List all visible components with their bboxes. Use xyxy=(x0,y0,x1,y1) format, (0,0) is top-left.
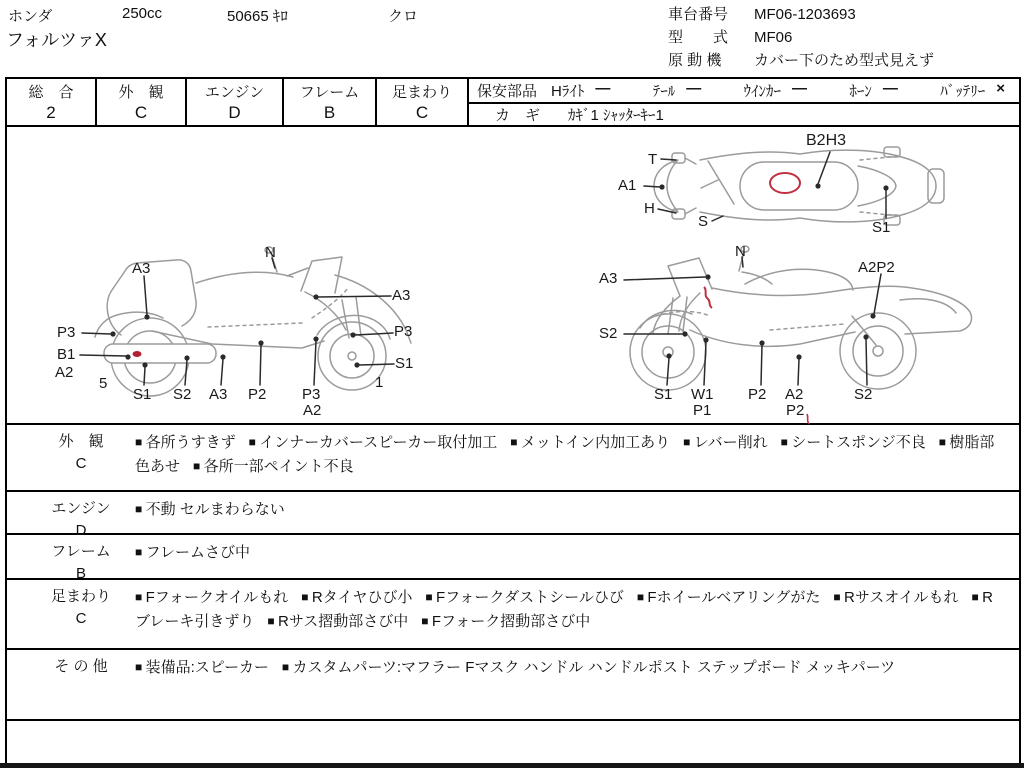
diagram-label-b1: B1 xyxy=(57,346,76,363)
diagram-label-a1: A1 xyxy=(618,177,637,194)
defect-list xyxy=(135,656,1009,719)
diagram-label-s2-bottom: S2 xyxy=(173,386,192,403)
section-label: 足まわり xyxy=(50,588,111,605)
defect-item: ■ Rサスオイルもれ xyxy=(833,589,958,606)
defect-item: ■ 各所一部ペイント不良 xyxy=(193,458,354,475)
section-label: そ の 他 xyxy=(54,658,108,675)
diagram-label-1: 1 xyxy=(375,374,384,391)
section-grade: B xyxy=(75,565,86,582)
diagram-label-n-right: N xyxy=(735,243,746,260)
section-label: エンジン xyxy=(51,500,111,517)
safety-parts-items xyxy=(551,80,1005,101)
condition-row-other xyxy=(7,650,1019,721)
defect-item: ■ Rタイヤひび小 xyxy=(301,589,412,606)
section-grade: D xyxy=(75,522,87,539)
safety-item-battery: ﾊﾞｯﾃﾘｰ × xyxy=(940,80,1005,100)
mileage: 50665 ｷﾛ xyxy=(227,8,288,25)
defect-item: ■ メットイン内加工あり xyxy=(510,434,670,451)
defect-item: ■ レバー削れ xyxy=(683,434,768,451)
defect-item: ■ Rサス摺動部さび中 xyxy=(267,613,408,630)
defect-item: ■ インナーカバースピーカー取付加工 xyxy=(249,434,498,451)
chassis-number-line xyxy=(668,3,934,26)
rating-label: 総 合 xyxy=(28,83,74,101)
diagram-label-h: H xyxy=(644,200,655,217)
diagram-label-s: S xyxy=(698,213,709,230)
safety-parts-row xyxy=(469,79,1019,104)
engine-type-line xyxy=(668,49,934,72)
defect-item: ■ カスタムパーツ:マフラー Fマスク ハンドル ハンドルポスト ステップボード メッキパーツ xyxy=(282,659,895,676)
diagram-label-s1-bottom: S1 xyxy=(133,386,152,403)
rating-engine xyxy=(187,79,284,125)
defect-item: ■ フレームさび中 xyxy=(135,544,250,561)
defect-list xyxy=(135,431,1009,490)
body-color: クロ xyxy=(388,8,419,25)
defect-item: ■ 各所うすきず xyxy=(135,434,236,451)
section-grade: C xyxy=(75,610,87,627)
rating-grade: B xyxy=(323,102,336,122)
rating-grade: D xyxy=(228,102,241,122)
defect-list xyxy=(135,586,1009,648)
section-label: フレーム xyxy=(51,543,111,560)
safety-item-winker: ｳｲﾝｶｰ — xyxy=(743,80,808,100)
maker-name: ホンダ xyxy=(8,8,53,25)
defect-item: ■ Fホイールベアリングがた xyxy=(637,589,821,606)
diagram-label-s1-right: S1 xyxy=(395,355,414,372)
rating-overall xyxy=(7,79,97,125)
type-label: 型 式 xyxy=(668,29,729,46)
diagram-label-p3-bottom: P3 xyxy=(302,386,321,403)
type-line xyxy=(668,26,934,49)
rating-undercarriage xyxy=(377,79,469,125)
diagram-label-b2h3: B2H3 xyxy=(806,132,847,149)
defect-item: ■ 装備品:スピーカー xyxy=(135,659,269,676)
defect-item: ■ Rブレーキ引きずり xyxy=(135,589,993,630)
condition-row-frame xyxy=(7,535,1019,580)
rating-label: フレーム xyxy=(299,83,360,101)
diagram-label-s1-top: S1 xyxy=(872,219,891,236)
model-name: フォルツァX xyxy=(6,30,107,50)
diagram-label-a2-body: A2 xyxy=(785,386,804,403)
engine-type-value: カバー下のため型式見えず xyxy=(754,52,935,69)
defect-item: ■ 樹脂部色あせ xyxy=(135,434,994,475)
diagram-label-s1-wheel: S1 xyxy=(654,386,673,403)
diagram-label-a3-rear: A3 xyxy=(132,260,151,277)
defect-item: ■ Fフォークダストシールひび xyxy=(425,589,623,606)
key-value: ｶｷﾞ1 ｼｬｯﾀｰｷｰ1 xyxy=(568,107,664,124)
diagram-label-p2-floor: P2 xyxy=(748,386,767,403)
diagram-label-s2-fork: S2 xyxy=(599,325,618,342)
rating-exterior xyxy=(97,79,187,125)
diagram-label-a2-left: A2 xyxy=(55,364,74,381)
diagram-label-a2p2: A2P2 xyxy=(858,259,895,276)
diagram-label-a2-bottom: A2 xyxy=(303,402,322,419)
defect-item: ■ Fフォーク摺動部さび中 xyxy=(421,613,590,630)
chassis-number-label: 車台番号 xyxy=(668,6,729,23)
section-grade: C xyxy=(75,455,87,472)
section-label: 外 観 xyxy=(58,433,104,450)
defect-item: ■ シートスポンジ不良 xyxy=(781,434,926,451)
diagram-label-p3-left: P3 xyxy=(57,324,76,341)
scan-edge-strip xyxy=(0,763,1024,768)
diagram-label-a3-floor: A3 xyxy=(209,386,228,403)
rating-grade: C xyxy=(134,102,148,122)
vehicle-diagram-area xyxy=(7,127,1019,425)
safety-item-headlight: Hﾗｲﾄ — xyxy=(551,80,611,100)
vehicle-id-block xyxy=(668,3,934,72)
rating-label: 足まわり xyxy=(391,83,452,101)
safety-item-horn: ﾎｰﾝ — xyxy=(849,80,898,100)
defect-item: ■ 不動 セルまわらない xyxy=(135,501,285,518)
key-label: カ ギ xyxy=(495,107,541,124)
safety-parts-label: 保安部品 xyxy=(477,83,538,100)
diagram-label-5: 5 xyxy=(99,375,108,392)
rating-frame xyxy=(284,79,377,125)
safety-item-tail: ﾃｰﾙ — xyxy=(652,80,702,100)
displacement: 250cc xyxy=(122,5,163,22)
rating-label: エンジン xyxy=(204,83,265,101)
diagram-label-p3-right: P3 xyxy=(394,323,413,340)
diagram-label-w1: W1 xyxy=(691,386,714,403)
defect-list xyxy=(135,541,1009,578)
condition-row-engine xyxy=(7,492,1019,539)
diagram-label-p1: P1 xyxy=(693,402,712,419)
ratings-row xyxy=(7,79,1019,127)
diagram-label-p2-body: P2 xyxy=(786,402,805,419)
rating-label: 外 観 xyxy=(118,83,164,101)
diagram-label-a3-front: A3 xyxy=(392,287,411,304)
sheet-body xyxy=(5,77,1021,766)
defect-item: ■ Fフォークオイルもれ xyxy=(135,589,288,606)
safety-parts-box xyxy=(469,79,1019,125)
diagram-label-p2-bottom: P2 xyxy=(248,386,267,403)
diagram-label-t: T xyxy=(648,151,658,168)
chassis-number-value: MF06-1203693 xyxy=(754,6,856,23)
condition-row-exterior xyxy=(7,425,1019,492)
defect-list xyxy=(135,498,1009,533)
rating-grade: 2 xyxy=(46,102,56,122)
diagram-label-s2-rear: S2 xyxy=(854,386,873,403)
diagram-label-n-left: N xyxy=(265,244,276,261)
engine-type-label: 原 動 機 xyxy=(668,52,722,69)
rating-grade: C xyxy=(415,102,429,122)
condition-row-empty xyxy=(7,721,1019,764)
key-row xyxy=(469,104,1019,125)
type-value: MF06 xyxy=(754,29,793,46)
condition-row-undercarriage xyxy=(7,580,1019,650)
diagram-label-a3-screen: A3 xyxy=(599,270,618,287)
